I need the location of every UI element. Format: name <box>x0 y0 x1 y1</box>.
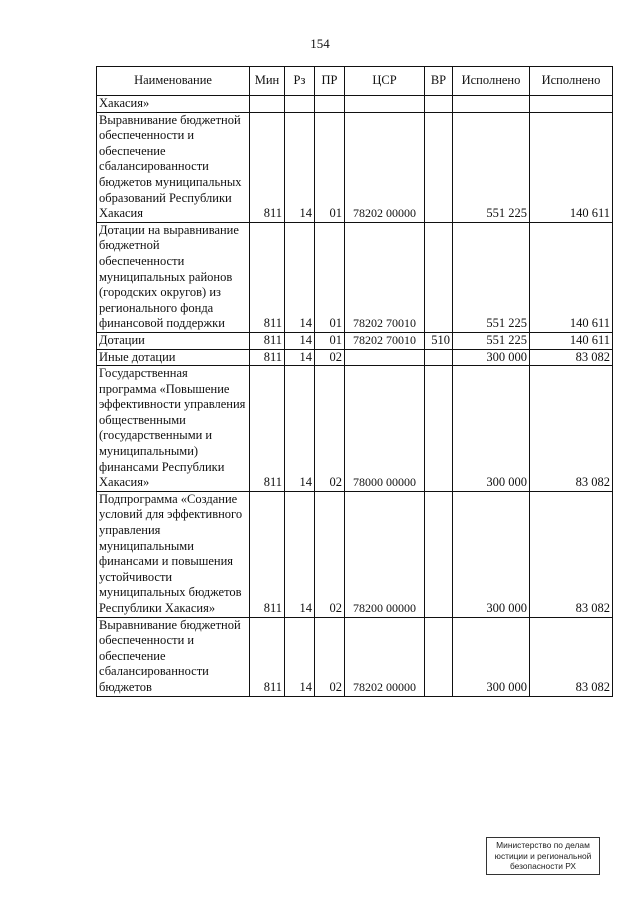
cell-rz: 14 <box>285 332 315 349</box>
cell-executed-2: 83 082 <box>530 491 613 617</box>
cell-vr <box>425 349 453 366</box>
cell-name: Дотации на выравнивание бюджетной обеспеченности муниципальных районов (городских округов) из регионального фонда финансовой поддержки <box>97 222 250 332</box>
stamp-line: юстиции и региональной <box>494 850 592 861</box>
cell-executed-1: 551 225 <box>453 222 530 332</box>
cell-executed-1: 300 000 <box>453 617 530 696</box>
cell-pr: 01 <box>315 112 345 222</box>
cell-executed-2: 83 082 <box>530 366 613 492</box>
cell-csr: 78200 00000 <box>345 491 425 617</box>
cell-executed-2 <box>530 96 613 113</box>
table-row <box>97 491 613 617</box>
header-rz: Рз <box>285 67 315 96</box>
cell-rz: 14 <box>285 491 315 617</box>
cell-csr: 78202 70010 <box>345 332 425 349</box>
cell-min: 811 <box>250 332 285 349</box>
cell-pr <box>315 96 345 113</box>
cell-csr: 78202 00000 <box>345 617 425 696</box>
header-min: Мин <box>250 67 285 96</box>
header-executed-1: Исполнено <box>453 67 530 96</box>
cell-name: Иные дотации <box>97 349 250 366</box>
cell-vr <box>425 96 453 113</box>
cell-pr: 02 <box>315 349 345 366</box>
cell-min <box>250 96 285 113</box>
cell-executed-2: 140 611 <box>530 222 613 332</box>
cell-name: Выравнивание бюджетной обеспеченности и обеспечение сбалансированности бюджетов <box>97 617 250 696</box>
cell-pr: 02 <box>315 491 345 617</box>
cell-vr <box>425 222 453 332</box>
cell-vr <box>425 491 453 617</box>
header-pr: ПР <box>315 67 345 96</box>
cell-pr: 01 <box>315 222 345 332</box>
cell-executed-1: 551 225 <box>453 112 530 222</box>
cell-rz <box>285 96 315 113</box>
cell-pr: 01 <box>315 332 345 349</box>
cell-name: Хакасия» <box>97 96 250 113</box>
ministry-stamp <box>486 837 600 875</box>
cell-csr <box>345 349 425 366</box>
cell-csr: 78202 00000 <box>345 112 425 222</box>
header-name: Наименование <box>97 67 250 96</box>
table-row <box>97 332 613 349</box>
cell-rz: 14 <box>285 617 315 696</box>
stamp-line: Министерство по делам <box>496 840 590 850</box>
cell-executed-2: 83 082 <box>530 349 613 366</box>
cell-executed-1: 300 000 <box>453 491 530 617</box>
cell-vr: 510 <box>425 332 453 349</box>
table-row <box>97 222 613 332</box>
header-vr: ВР <box>425 67 453 96</box>
cell-rz: 14 <box>285 349 315 366</box>
budget-table <box>96 66 613 697</box>
stamp-line: безопасности РХ <box>509 861 577 871</box>
cell-rz: 14 <box>285 222 315 332</box>
cell-rz: 14 <box>285 112 315 222</box>
cell-pr: 02 <box>315 366 345 492</box>
cell-executed-1: 300 000 <box>453 366 530 492</box>
cell-vr <box>425 112 453 222</box>
cell-rz: 14 <box>285 366 315 492</box>
cell-executed-2: 83 082 <box>530 617 613 696</box>
table-row <box>97 112 613 222</box>
cell-csr <box>345 96 425 113</box>
cell-min: 811 <box>250 222 285 332</box>
cell-min: 811 <box>250 617 285 696</box>
cell-pr: 02 <box>315 617 345 696</box>
cell-name: Дотации <box>97 332 250 349</box>
table-row <box>97 617 613 696</box>
cell-executed-1: 551 225 <box>453 332 530 349</box>
cell-executed-2: 140 611 <box>530 112 613 222</box>
page-number: 154 <box>310 36 330 51</box>
cell-csr: 78000 00000 <box>345 366 425 492</box>
cell-min: 811 <box>250 366 285 492</box>
table-row <box>97 96 613 113</box>
cell-min: 811 <box>250 112 285 222</box>
cell-name: Выравнивание бюджетной обеспеченности и обеспечение сбалансированности бюджетов муниципальных образований Республики Хакасия <box>97 112 250 222</box>
cell-min: 811 <box>250 349 285 366</box>
table-body <box>97 96 613 697</box>
cell-executed-1: 300 000 <box>453 349 530 366</box>
table-row <box>97 349 613 366</box>
cell-csr: 78202 70010 <box>345 222 425 332</box>
cell-name: Подпрограмма «Создание условий для эффективного управления муниципальными финансами и повышения устойчивости муниципальных бюджетов Республики Хакасия» <box>97 491 250 617</box>
cell-vr <box>425 366 453 492</box>
cell-executed-1 <box>453 96 530 113</box>
cell-name: Государственная программа «Повышение эффективности управления общественными (государственными и муниципальными) финансами Республики Хакасия» <box>97 366 250 492</box>
table-header-row <box>97 67 613 96</box>
table-row <box>97 366 613 492</box>
cell-vr <box>425 617 453 696</box>
header-executed-2: Исполнено <box>530 67 613 96</box>
cell-executed-2: 140 611 <box>530 332 613 349</box>
cell-min: 811 <box>250 491 285 617</box>
header-csr: ЦСР <box>345 67 425 96</box>
